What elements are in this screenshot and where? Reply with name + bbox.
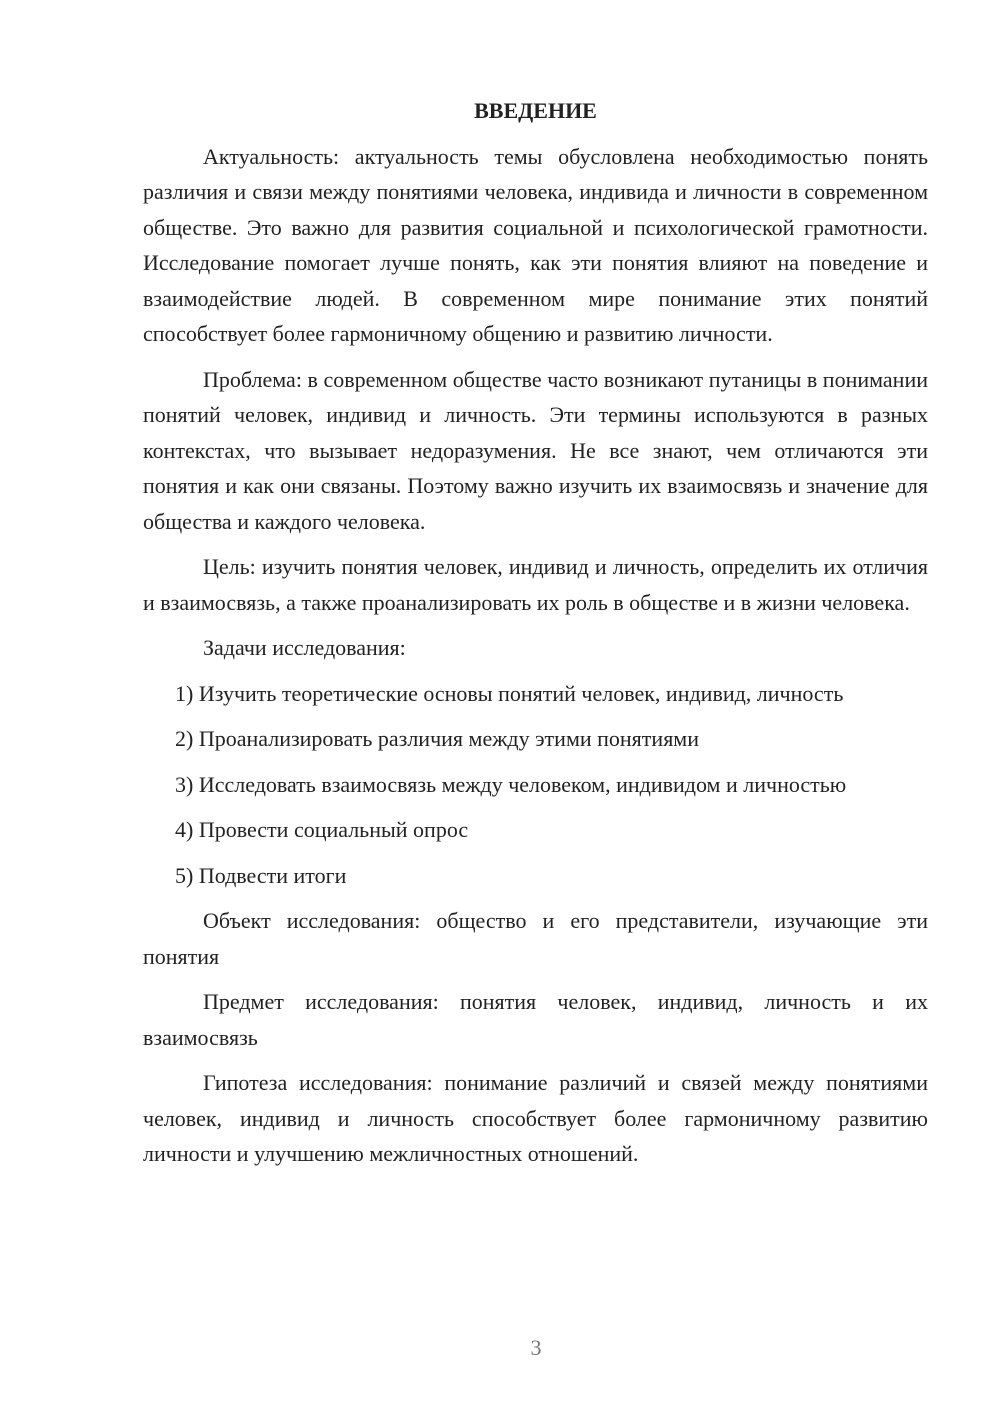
paragraph-object: Объект исследования: общество и его представители, изучающие эти понятия <box>143 908 928 969</box>
task-item-3: 3) Исследовать взаимосвязь между человеком, индивидом и личностью <box>175 771 847 797</box>
paragraph-subject: Предмет исследования: понятия человек, индивид, личность и их взаимосвязь <box>143 989 928 1050</box>
task-item-5: 5) Подвести итоги <box>175 862 347 888</box>
paragraph-relevance: Актуальность: актуальность темы обусловлена необходимостью понять различия и связи между понятиями человека, индивида и личности в современном обществе. Это важно для развития социальной и психологической грамотности. Исследование помогает лучше понять, как эти понятия влияют на поведение и взаимодействие людей. В современном мире понимание этих понятий способствует более гармоничному общению и развитию личности. <box>143 143 928 346</box>
task-item-2: 2) Проанализировать различия между этими понятиями <box>175 726 700 751</box>
page-content <box>143 93 928 1182</box>
page-number: 3 <box>530 1335 542 1360</box>
paragraph-problem: Проблема: в современном обществе часто возникают путаницы в понимании понятий человек, индивид и личность. Эти термины используются в разных контекстах, что вызывает недоразумения. Не все знают, чем отличаются эти понятия и как они связаны. Поэтому важно изучить их взаимосвязь и значение для общества и каждого человека. <box>143 366 928 534</box>
paragraph-hypothesis: Гипотеза исследования: понимание различий и связей между понятиями человек, индивид и личность способствует более гармоничному развитию личности и улучшению межличностных отношений. <box>143 1070 928 1166</box>
page-title: ВВЕДЕНИЕ <box>474 98 597 123</box>
paragraph-goal: Цель: изучить понятия человек, индивид и личность, определить их отличия и взаимосвязь, а также проанализировать их роль в обществе и в жизни человека. <box>143 554 928 615</box>
task-item-4: 4) Провести социальный опрос <box>175 817 469 842</box>
tasks-heading: Задачи исследования: <box>203 635 406 660</box>
task-item-1: 1) Изучить теоретические основы понятий человек, индивид, личность <box>175 680 844 706</box>
